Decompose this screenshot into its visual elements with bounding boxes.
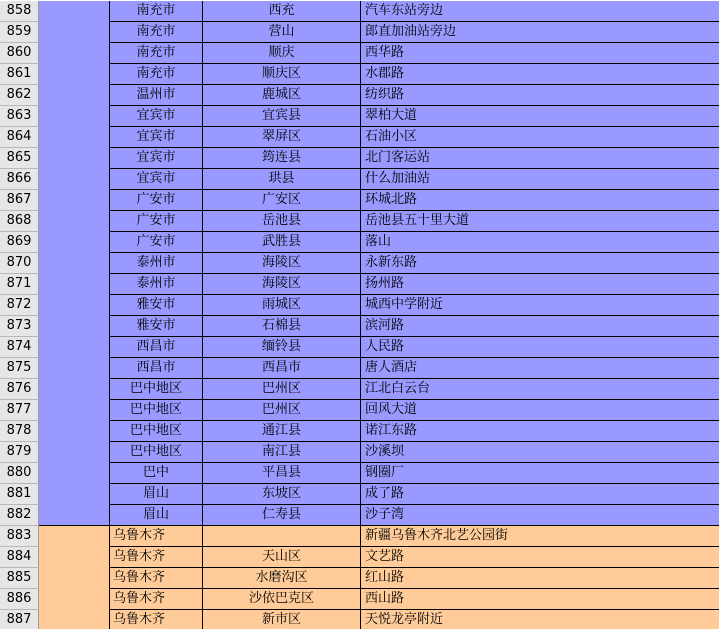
district-cell[interactable]: 水磨沟区 — [203, 568, 361, 589]
row-header[interactable]: 884 — [0, 547, 39, 568]
table-row — [0, 400, 719, 421]
merged-group-cell[interactable] — [39, 463, 110, 484]
merged-group-cell[interactable] — [39, 1, 110, 22]
city-cell[interactable]: 西昌市 — [110, 337, 203, 358]
place-cell[interactable]: 郎直加油站旁边 — [361, 22, 719, 43]
row-header[interactable]: 874 — [0, 337, 39, 358]
row-header[interactable]: 871 — [0, 274, 39, 295]
city-cell[interactable]: 巴中地区 — [110, 442, 203, 463]
city-cell[interactable]: 宜宾市 — [110, 127, 203, 148]
city-cell[interactable]: 南充市 — [110, 22, 203, 43]
city-cell[interactable]: 乌鲁木齐 — [110, 610, 203, 629]
place-cell[interactable]: 成了路 — [361, 484, 719, 505]
merged-group-cell[interactable] — [39, 589, 110, 610]
district-cell[interactable]: 翠屏区 — [203, 127, 361, 148]
table-row — [0, 295, 719, 316]
merged-group-cell[interactable] — [39, 211, 110, 232]
district-cell[interactable]: 雨城区 — [203, 295, 361, 316]
merged-group-cell[interactable] — [39, 64, 110, 85]
district-cell[interactable]: 西充 — [203, 1, 361, 22]
row-header[interactable]: 882 — [0, 505, 39, 526]
place-cell[interactable]: 沙子湾 — [361, 505, 719, 526]
row-header[interactable]: 875 — [0, 358, 39, 379]
place-cell[interactable]: 纺织路 — [361, 85, 719, 106]
row-header[interactable]: 883 — [0, 526, 39, 547]
table-row — [0, 463, 719, 484]
place-cell[interactable]: 石油小区 — [361, 127, 719, 148]
table-row — [0, 316, 719, 337]
place-cell[interactable]: 环城北路 — [361, 190, 719, 211]
city-cell[interactable]: 南充市 — [110, 1, 203, 22]
district-cell[interactable]: 南江县 — [203, 442, 361, 463]
merged-group-cell[interactable] — [39, 232, 110, 253]
row-header[interactable]: 876 — [0, 379, 39, 400]
district-cell[interactable]: 顺庆区 — [203, 64, 361, 85]
row-header[interactable]: 870 — [0, 253, 39, 274]
merged-group-cell[interactable] — [39, 526, 110, 547]
table-row — [0, 127, 719, 148]
table-row — [0, 526, 719, 547]
place-cell[interactable]: 江北白云台 — [361, 379, 719, 400]
place-cell[interactable]: 翠柏大道 — [361, 106, 719, 127]
district-cell[interactable]: 鹿城区 — [203, 85, 361, 106]
city-cell[interactable]: 南充市 — [110, 64, 203, 85]
table-row — [0, 379, 719, 400]
row-header[interactable]: 885 — [0, 568, 39, 589]
district-cell[interactable]: 新市区 — [203, 610, 361, 629]
city-cell[interactable]: 乌鲁木齐 — [110, 589, 203, 610]
merged-group-cell[interactable] — [39, 253, 110, 274]
row-header[interactable]: 869 — [0, 232, 39, 253]
place-cell[interactable]: 文艺路 — [361, 547, 719, 568]
district-cell[interactable]: 顺庆 — [203, 43, 361, 64]
district-cell[interactable]: 石棉县 — [203, 316, 361, 337]
table-row — [0, 253, 719, 274]
merged-group-cell[interactable] — [39, 106, 110, 127]
place-cell[interactable]: 天悦龙亭附近 — [361, 610, 719, 629]
merged-group-cell[interactable] — [39, 43, 110, 64]
place-cell[interactable]: 新疆乌鲁木齐北艺公园街 — [361, 526, 719, 547]
row-header[interactable]: 867 — [0, 190, 39, 211]
merged-group-cell[interactable] — [39, 337, 110, 358]
table-row — [0, 421, 719, 442]
table-row — [0, 568, 719, 589]
row-header[interactable]: 865 — [0, 148, 39, 169]
table-row — [0, 1, 719, 22]
merged-group-cell[interactable] — [39, 484, 110, 505]
merged-group-cell[interactable] — [39, 127, 110, 148]
district-cell[interactable]: 海陵区 — [203, 274, 361, 295]
city-cell[interactable]: 眉山 — [110, 484, 203, 505]
place-cell[interactable]: 钢圈厂 — [361, 463, 719, 484]
row-header[interactable]: 879 — [0, 442, 39, 463]
city-cell[interactable]: 巴中地区 — [110, 400, 203, 421]
row-header[interactable]: 868 — [0, 211, 39, 232]
district-cell[interactable]: 武胜县 — [203, 232, 361, 253]
table-row — [0, 358, 719, 379]
city-cell[interactable]: 泰州市 — [110, 253, 203, 274]
table-row — [0, 64, 719, 85]
merged-group-cell[interactable] — [39, 358, 110, 379]
merged-group-cell[interactable] — [39, 568, 110, 589]
city-cell[interactable]: 宜宾市 — [110, 169, 203, 190]
merged-group-cell[interactable] — [39, 22, 110, 43]
place-cell[interactable]: 唐人酒店 — [361, 358, 719, 379]
city-cell[interactable]: 乌鲁木齐 — [110, 568, 203, 589]
row-header[interactable]: 880 — [0, 463, 39, 484]
table-row — [0, 547, 719, 568]
district-cell[interactable]: 珙县 — [203, 169, 361, 190]
district-cell[interactable]: 西昌市 — [203, 358, 361, 379]
place-cell[interactable]: 沙溪坝 — [361, 442, 719, 463]
city-cell[interactable]: 南充市 — [110, 43, 203, 64]
row-header[interactable]: 872 — [0, 295, 39, 316]
row-header[interactable]: 866 — [0, 169, 39, 190]
table-row — [0, 190, 719, 211]
table-row — [0, 610, 719, 629]
table-row — [0, 484, 719, 505]
city-cell[interactable]: 巴中地区 — [110, 379, 203, 400]
city-cell[interactable]: 宜宾市 — [110, 106, 203, 127]
place-cell[interactable]: 汽车东站旁边 — [361, 1, 719, 22]
table-row — [0, 505, 719, 526]
merged-group-cell[interactable] — [39, 610, 110, 629]
table-row — [0, 211, 719, 232]
table-row — [0, 442, 719, 463]
district-cell[interactable]: 平昌县 — [203, 463, 361, 484]
place-cell[interactable]: 诺江东路 — [361, 421, 719, 442]
row-header[interactable]: 863 — [0, 106, 39, 127]
place-cell[interactable]: 岳池县五十里大道 — [361, 211, 719, 232]
district-cell[interactable]: 仁寿县 — [203, 505, 361, 526]
merged-group-cell[interactable] — [39, 547, 110, 568]
district-cell[interactable]: 营山 — [203, 22, 361, 43]
merged-group-cell[interactable] — [39, 169, 110, 190]
district-cell[interactable]: 筠连县 — [203, 148, 361, 169]
row-header[interactable]: 862 — [0, 85, 39, 106]
row-header[interactable]: 877 — [0, 400, 39, 421]
merged-group-cell[interactable] — [39, 379, 110, 400]
merged-group-cell[interactable] — [39, 442, 110, 463]
row-header[interactable]: 859 — [0, 22, 39, 43]
district-cell[interactable]: 岳池县 — [203, 211, 361, 232]
merged-group-cell[interactable] — [39, 400, 110, 421]
place-cell[interactable]: 人民路 — [361, 337, 719, 358]
merged-group-cell[interactable] — [39, 316, 110, 337]
place-cell[interactable]: 什么加油站 — [361, 169, 719, 190]
city-cell[interactable]: 眉山 — [110, 505, 203, 526]
row-header[interactable]: 861 — [0, 64, 39, 85]
city-cell[interactable]: 广安市 — [110, 232, 203, 253]
city-cell[interactable]: 乌鲁木齐 — [110, 526, 203, 547]
district-cell[interactable]: 巴州区 — [203, 400, 361, 421]
place-cell[interactable]: 水郡路 — [361, 64, 719, 85]
place-cell[interactable]: 西华路 — [361, 43, 719, 64]
merged-group-cell[interactable] — [39, 295, 110, 316]
district-cell[interactable]: 广安区 — [203, 190, 361, 211]
district-cell[interactable]: 通江县 — [203, 421, 361, 442]
table-row — [0, 148, 719, 169]
district-cell[interactable]: 沙依巴克区 — [203, 589, 361, 610]
table-row — [0, 106, 719, 127]
city-cell[interactable]: 巴中地区 — [110, 421, 203, 442]
city-cell[interactable]: 宜宾市 — [110, 148, 203, 169]
city-cell[interactable]: 巴中 — [110, 463, 203, 484]
table-row — [0, 169, 719, 190]
city-cell[interactable]: 广安市 — [110, 190, 203, 211]
district-cell[interactable]: 海陵区 — [203, 253, 361, 274]
merged-group-cell[interactable] — [39, 274, 110, 295]
merged-group-cell[interactable] — [39, 421, 110, 442]
place-cell[interactable]: 回风大道 — [361, 400, 719, 421]
city-cell[interactable]: 雅安市 — [110, 295, 203, 316]
city-cell[interactable]: 乌鲁木齐 — [110, 547, 203, 568]
district-cell[interactable]: 天山区 — [203, 547, 361, 568]
city-cell[interactable]: 广安市 — [110, 211, 203, 232]
city-cell[interactable]: 温州市 — [110, 85, 203, 106]
table-row — [0, 22, 719, 43]
table-row — [0, 589, 719, 610]
row-header[interactable]: 873 — [0, 316, 39, 337]
place-cell[interactable]: 永新东路 — [361, 253, 719, 274]
row-header[interactable]: 887 — [0, 610, 39, 629]
merged-group-cell[interactable] — [39, 148, 110, 169]
row-header[interactable]: 886 — [0, 589, 39, 610]
place-cell[interactable]: 滨河路 — [361, 316, 719, 337]
district-cell[interactable]: 巴州区 — [203, 379, 361, 400]
merged-group-cell[interactable] — [39, 85, 110, 106]
merged-group-cell[interactable] — [39, 190, 110, 211]
row-header[interactable]: 864 — [0, 127, 39, 148]
table-row — [0, 337, 719, 358]
district-cell[interactable] — [203, 526, 361, 547]
district-cell[interactable]: 东坡区 — [203, 484, 361, 505]
place-cell[interactable]: 落山 — [361, 232, 719, 253]
table-row — [0, 85, 719, 106]
table-row — [0, 43, 719, 64]
district-cell[interactable]: 宜宾县 — [203, 106, 361, 127]
place-cell[interactable]: 红山路 — [361, 568, 719, 589]
place-cell[interactable]: 北门客运站 — [361, 148, 719, 169]
city-cell[interactable]: 西昌市 — [110, 358, 203, 379]
row-header[interactable]: 860 — [0, 43, 39, 64]
district-cell[interactable]: 缅铃县 — [203, 337, 361, 358]
merged-group-cell[interactable] — [39, 505, 110, 526]
table-row — [0, 232, 719, 253]
row-header[interactable]: 878 — [0, 421, 39, 442]
row-header[interactable]: 858 — [0, 1, 39, 22]
city-cell[interactable]: 雅安市 — [110, 316, 203, 337]
place-cell[interactable]: 扬州路 — [361, 274, 719, 295]
table-row — [0, 274, 719, 295]
row-header[interactable]: 881 — [0, 484, 39, 505]
place-cell[interactable]: 西山路 — [361, 589, 719, 610]
city-cell[interactable]: 泰州市 — [110, 274, 203, 295]
place-cell[interactable]: 城西中学附近 — [361, 295, 719, 316]
